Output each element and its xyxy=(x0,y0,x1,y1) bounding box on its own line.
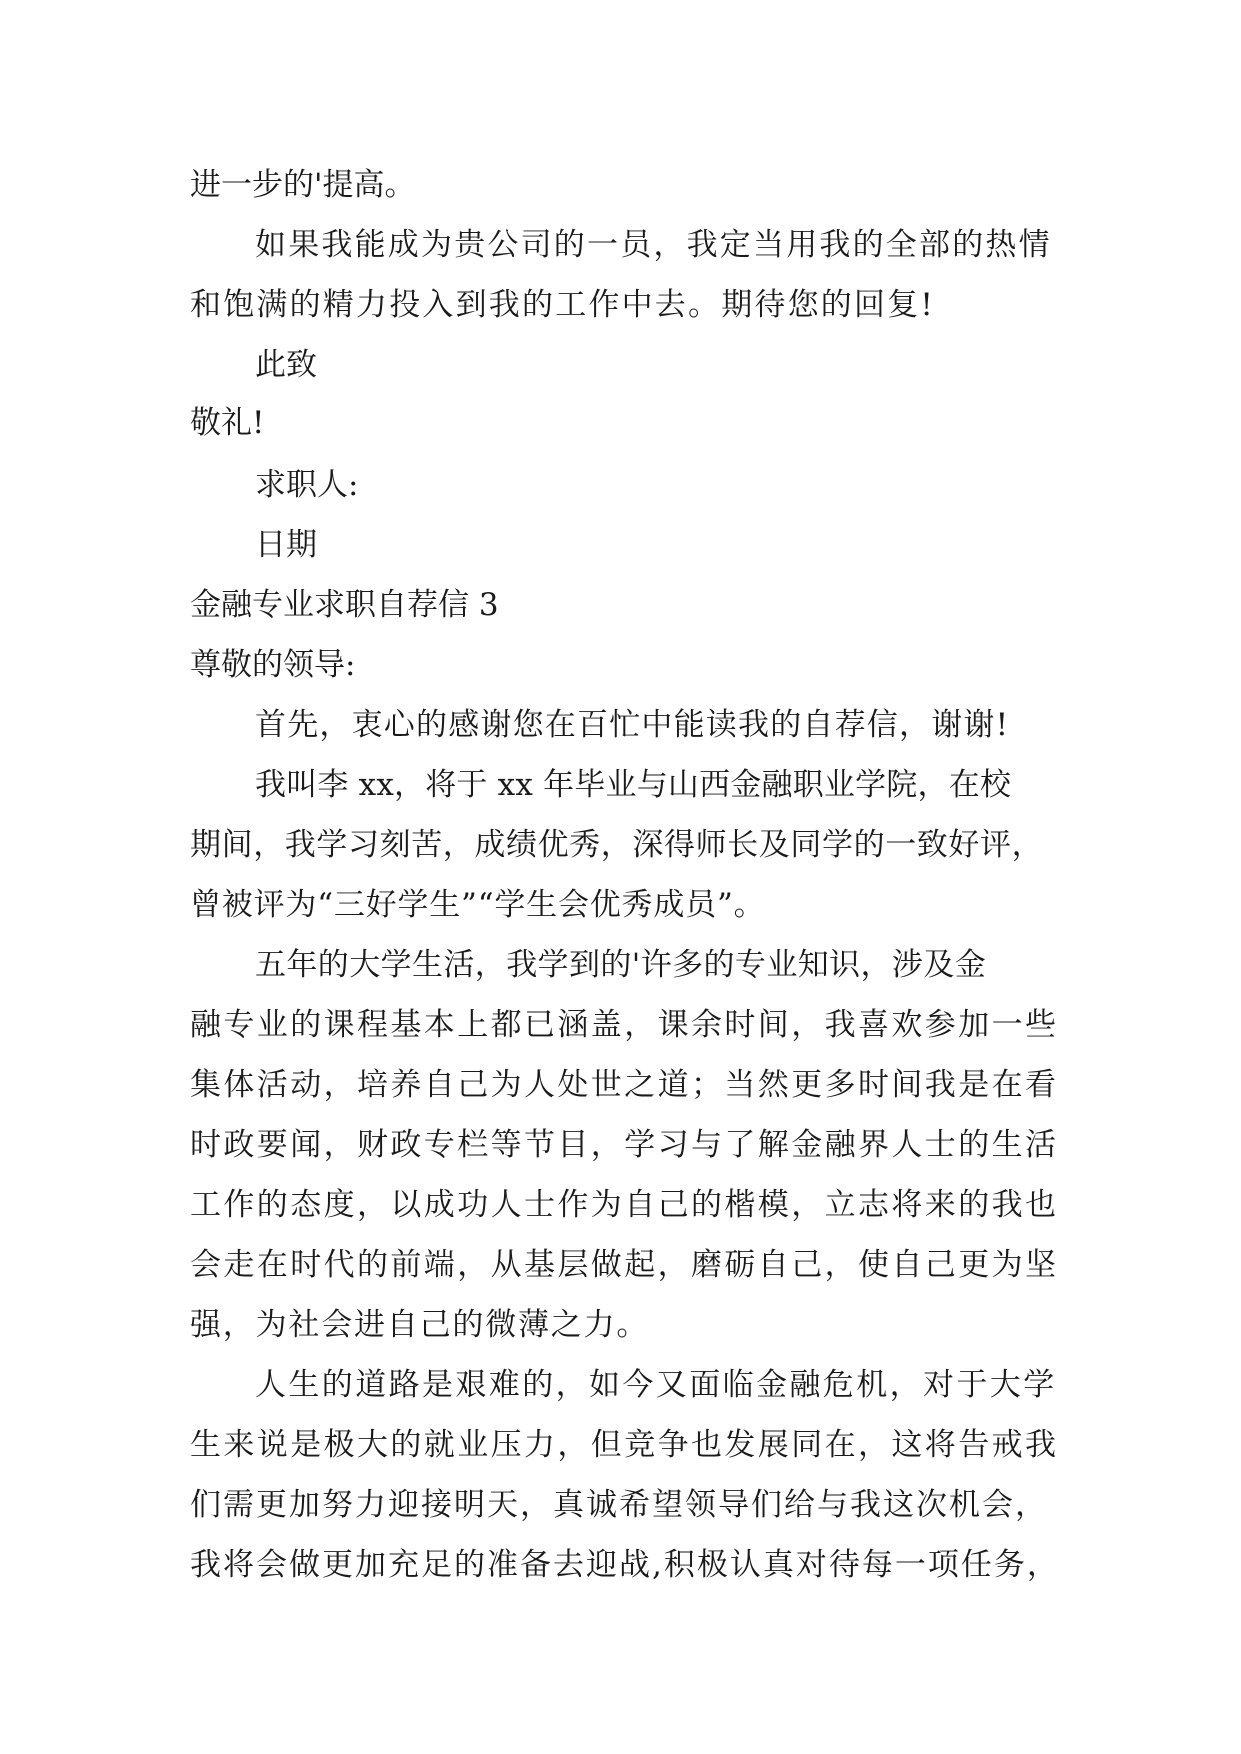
text-line: 曾被评为“三好学生”“学生会优秀成员”。 xyxy=(190,887,766,923)
closing-regards: 敬礼! xyxy=(190,405,265,441)
text-line: 进一步的'提高。 xyxy=(190,167,416,203)
text-line: 我叫李 xx，将于 xx 年毕业与山西金融职业学院，在校 xyxy=(255,767,1012,803)
text-line: 集体活动，培养自己为人处世之道；当然更多时间我是在看 xyxy=(190,1067,1059,1103)
text-line: 会走在时代的前端，从基层做起，磨砺自己，使自己更为坚 xyxy=(190,1247,1059,1283)
text-line: 人生的道路是艰难的，如今又面临金融危机，对于大学 xyxy=(255,1367,1057,1403)
text-line: 期间，我学习刻苦，成绩优秀，深得师长及同学的一致好评， xyxy=(190,827,1044,863)
text-line: 和饱满的精力投入到我的工作中去。期待您的回复! xyxy=(190,287,936,323)
section-title: 金融专业求职自荐信 3 xyxy=(190,587,499,623)
closing-salutation: 此致 xyxy=(255,347,317,383)
text-line: 强，为社会进自己的微薄之力。 xyxy=(190,1307,650,1343)
date-label: 日期 xyxy=(255,527,317,563)
text-line: 时政要闻，财政专栏等节目，学习与了解金融界人士的生活 xyxy=(190,1127,1059,1163)
greeting: 尊敬的领导: xyxy=(190,647,356,683)
text-line: 生来说是极大的就业压力，但竞争也发展同在，这将告戒我 xyxy=(190,1427,1059,1463)
text-line: 们需更加努力迎接明天，真诚希望领导们给与我这次机会， xyxy=(190,1487,1048,1523)
text-line: 融专业的课程基本上都已涵盖，课余时间，我喜欢参加一些 xyxy=(190,1007,1059,1043)
text-line: 工作的态度，以成功人士作为自己的楷模，立志将来的我也 xyxy=(190,1187,1059,1223)
applicant-label: 求职人: xyxy=(255,467,359,503)
text-line: 我将会做更加充足的准备去迎战,积极认真对待每一项任务， xyxy=(190,1547,1060,1583)
text-line: 首先，衷心的感谢您在百忙中能读我的自荐信，谢谢! xyxy=(255,707,1010,743)
text-line: 五年的大学生活，我学到的'许多的专业知识，涉及金 xyxy=(255,947,987,983)
text-line: 如果我能成为贵公司的一员，我定当用我的全部的热情 xyxy=(255,227,1052,263)
